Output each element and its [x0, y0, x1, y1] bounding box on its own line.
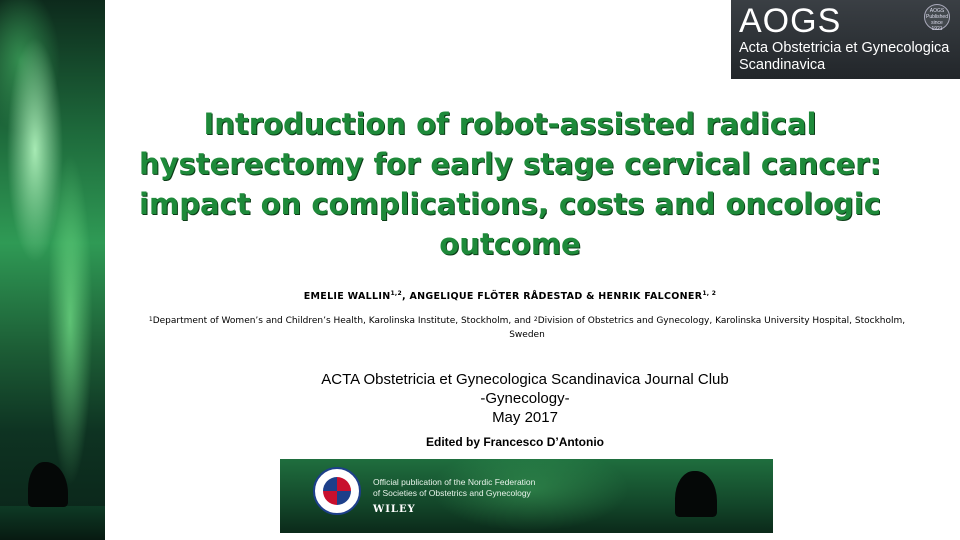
logo-name-line1: Acta Obstetricia et Gynecologica — [739, 40, 950, 56]
logo-abbrev: AOGS — [739, 2, 842, 40]
affil-part2: Division of Obstetrics and Gynecology, Karolinska University Hospital, Stockholm, — [537, 316, 906, 326]
journal-logo — [731, 0, 960, 79]
affil-part3: Sweden — [509, 330, 545, 340]
affil-sup-2: 2 — [533, 316, 538, 323]
nfog-emblem-icon — [313, 467, 361, 515]
editor-credit: Edited by Francesco D’Antonio — [425, 435, 605, 449]
page-title — [120, 104, 900, 264]
aurora-rock-silhouette — [28, 462, 68, 507]
author-1: EMELIE WALLIN — [303, 291, 391, 302]
author-1-sup: 1,2 — [390, 290, 402, 297]
title-line3: impact on complications, costs and oncologic — [139, 187, 881, 221]
title-line2: hysterectomy for early stage cervical cancer: — [138, 147, 882, 181]
author-3-sup: 1, 2 — [702, 290, 717, 297]
club-line3: May 2017 — [492, 409, 558, 426]
club-line2: -Gynecology- — [480, 390, 570, 407]
authors — [120, 291, 900, 302]
logo-seal-line1: AOGS — [929, 8, 945, 14]
journal-club — [180, 370, 870, 427]
banner-text-line2: of Societies of Obstetrics and Gynecology — [373, 488, 531, 498]
banner-rock-silhouette — [675, 471, 717, 517]
logo-seal — [924, 4, 950, 30]
banner-text-line1: Official publication of the Nordic Federation — [373, 477, 536, 487]
aurora-water — [0, 506, 105, 540]
affil-sup-1: 1 — [148, 316, 153, 323]
banner-text — [373, 477, 593, 499]
affiliation — [132, 314, 922, 342]
publisher-logo: WILEY — [373, 504, 416, 515]
logo-name-line2: Scandinavica — [739, 57, 826, 73]
title-line1: Introduction of robot-assisted radical — [203, 107, 817, 141]
title-line4: outcome — [439, 227, 581, 261]
aurora-photo — [0, 0, 105, 540]
author-2-3: , ANGELIQUE FLÖTER RÅDESTAD & HENRIK FALCONER — [401, 291, 703, 302]
affil-part1: Department of Women’s and Children’s Health, Karolinska Institute, Stockholm, and — [152, 316, 534, 326]
club-line1: ACTA Obstetricia et Gynecologica Scandinavica Journal Club — [321, 371, 729, 388]
footer-banner — [280, 459, 773, 533]
logo-seal-line2: Published — [926, 14, 948, 20]
logo-seal-line3: since 1921 — [931, 20, 943, 32]
